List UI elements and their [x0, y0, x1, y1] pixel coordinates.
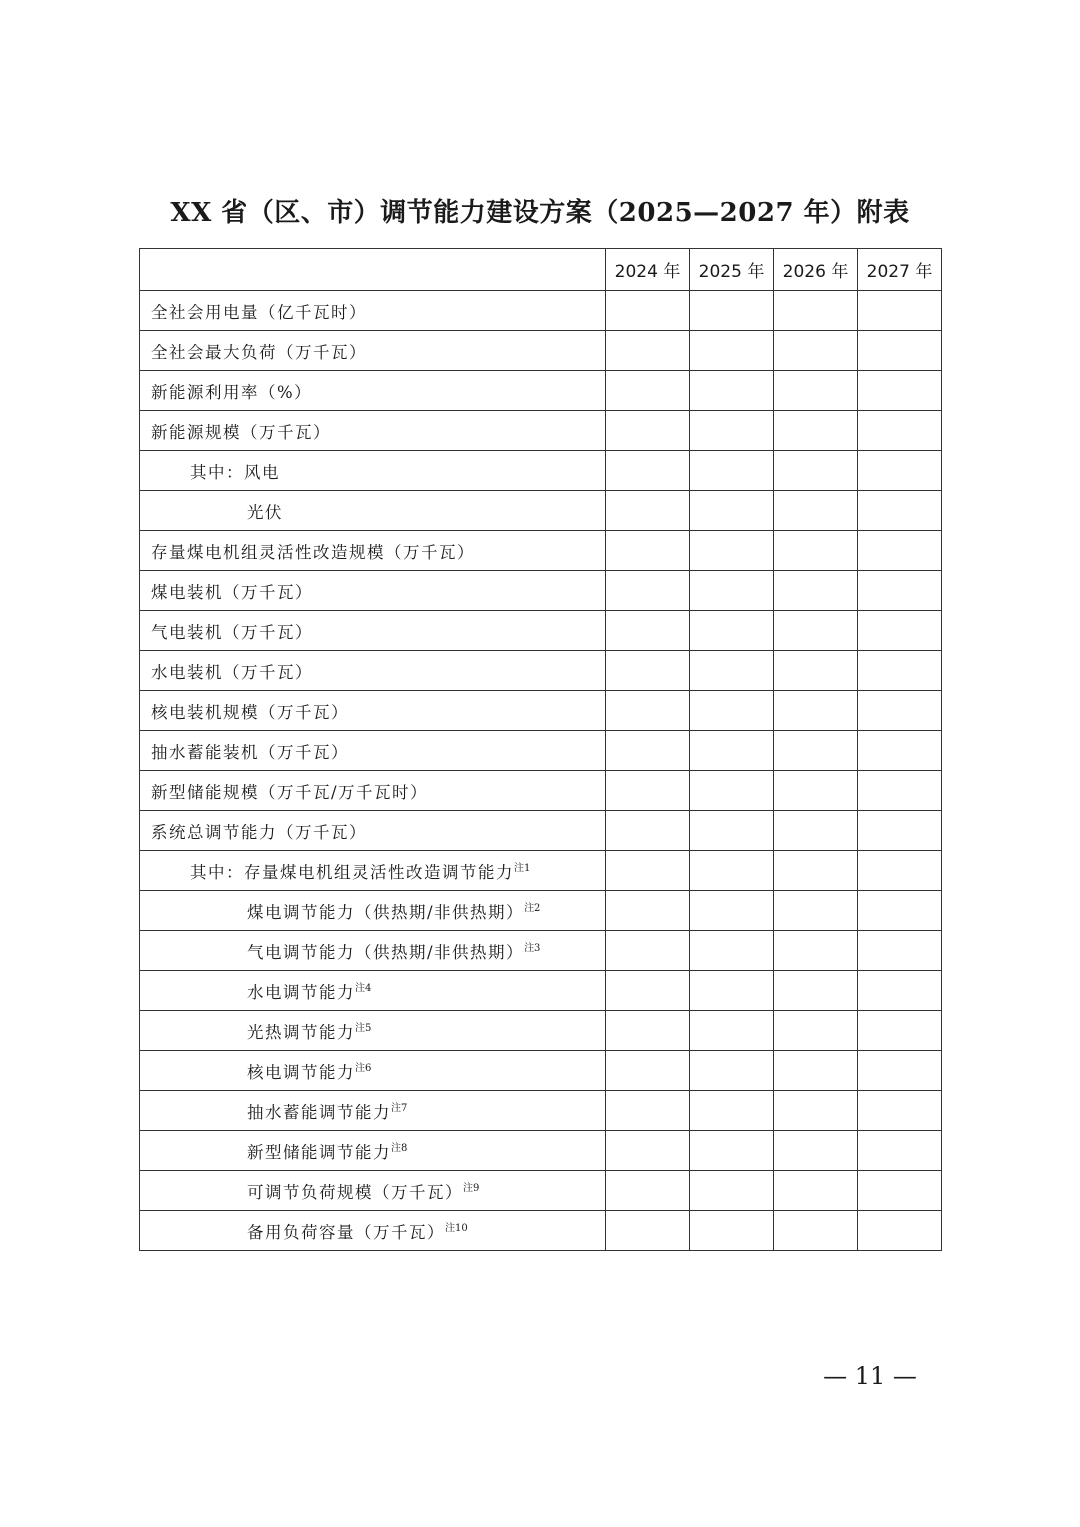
- footnote-marker: 注5: [355, 1022, 372, 1034]
- value-cell: [690, 1211, 774, 1251]
- value-cell: [690, 571, 774, 611]
- value-cell: [774, 971, 858, 1011]
- value-cell: [690, 1091, 774, 1131]
- footnote-marker: 注8: [391, 1142, 408, 1154]
- value-cell: [606, 291, 690, 331]
- value-cell: [858, 1211, 942, 1251]
- table-row: [140, 451, 942, 491]
- table-row: [140, 411, 942, 451]
- value-cell: [774, 851, 858, 891]
- table-row: [140, 611, 942, 651]
- value-cell: [690, 611, 774, 651]
- value-cell: [774, 811, 858, 851]
- row-label-cell: [140, 1011, 606, 1051]
- row-label-cell: [140, 691, 606, 731]
- value-cell: [774, 291, 858, 331]
- value-cell: [858, 531, 942, 571]
- row-label-cell: [140, 651, 606, 691]
- value-cell: [690, 811, 774, 851]
- value-cell: [858, 491, 942, 531]
- value-cell: [774, 1211, 858, 1251]
- row-label: 抽水蓄能装机（万千瓦）: [151, 742, 349, 762]
- value-cell: [774, 1171, 858, 1211]
- value-cell: [774, 451, 858, 491]
- value-cell: [858, 891, 942, 931]
- value-cell: [606, 971, 690, 1011]
- value-cell: [774, 571, 858, 611]
- row-label-cell: [140, 731, 606, 771]
- table-row: [140, 891, 942, 931]
- value-cell: [690, 1171, 774, 1211]
- row-label: 光热调节能力: [247, 1022, 355, 1042]
- value-cell: [690, 651, 774, 691]
- row-label: 全社会用电量（亿千瓦时）: [151, 302, 367, 322]
- table-row: [140, 771, 942, 811]
- value-cell: [690, 411, 774, 451]
- value-cell: [858, 931, 942, 971]
- table-row: [140, 651, 942, 691]
- value-cell: [690, 691, 774, 731]
- row-label: 抽水蓄能调节能力: [247, 1102, 391, 1122]
- value-cell: [774, 651, 858, 691]
- row-label: 气电装机（万千瓦）: [151, 622, 313, 642]
- row-label-cell: [140, 1131, 606, 1171]
- row-label-cell: [140, 1211, 606, 1251]
- row-label-cell: [140, 771, 606, 811]
- footnote-marker: 注9: [463, 1182, 480, 1194]
- row-label: 新型储能调节能力: [247, 1142, 391, 1162]
- footnote-marker: 注6: [355, 1062, 372, 1074]
- row-label: 水电装机（万千瓦）: [151, 662, 313, 682]
- footnote-marker: 注1: [514, 862, 531, 874]
- row-label: 其中：存量煤电机组灵活性改造调节能力: [190, 862, 514, 882]
- value-cell: [606, 411, 690, 451]
- value-cell: [858, 451, 942, 491]
- value-cell: [858, 611, 942, 651]
- row-label: 光伏: [247, 502, 283, 522]
- value-cell: [606, 811, 690, 851]
- value-cell: [690, 451, 774, 491]
- value-cell: [606, 1131, 690, 1171]
- value-cell: [690, 771, 774, 811]
- value-cell: [858, 411, 942, 451]
- value-cell: [690, 491, 774, 531]
- row-label: 气电调节能力（供热期/非供热期）: [247, 942, 525, 962]
- row-label: 可调节负荷规模（万千瓦）: [247, 1182, 463, 1202]
- row-label: 全社会最大负荷（万千瓦）: [151, 342, 367, 362]
- value-cell: [690, 371, 774, 411]
- value-cell: [606, 1211, 690, 1251]
- page-number: — 11 —: [823, 1362, 917, 1390]
- value-cell: [774, 1131, 858, 1171]
- table-row: [140, 371, 942, 411]
- value-cell: [774, 931, 858, 971]
- table-row: [140, 931, 942, 971]
- value-cell: [606, 771, 690, 811]
- row-label-cell: [140, 451, 606, 491]
- table-row: [140, 851, 942, 891]
- value-cell: [606, 891, 690, 931]
- value-cell: [690, 331, 774, 371]
- value-cell: [858, 691, 942, 731]
- value-cell: [858, 1051, 942, 1091]
- row-label-cell: [140, 291, 606, 331]
- value-cell: [774, 1051, 858, 1091]
- footnote-marker: 注7: [391, 1102, 408, 1114]
- table-row: [140, 1131, 942, 1171]
- value-cell: [774, 491, 858, 531]
- table-row: [140, 491, 942, 531]
- table-row: [140, 1011, 942, 1051]
- value-cell: [858, 1171, 942, 1211]
- value-cell: [606, 491, 690, 531]
- value-cell: [774, 771, 858, 811]
- value-cell: [606, 931, 690, 971]
- row-label-cell: [140, 411, 606, 451]
- row-label: 新型储能规模（万千瓦/万千瓦时）: [151, 782, 429, 802]
- row-label-cell: [140, 331, 606, 371]
- value-cell: [774, 891, 858, 931]
- value-cell: [858, 811, 942, 851]
- row-label-cell: [140, 1051, 606, 1091]
- value-cell: [774, 531, 858, 571]
- value-cell: [606, 611, 690, 651]
- row-label-cell: [140, 1171, 606, 1211]
- value-cell: [606, 851, 690, 891]
- header-cell-2024: 2024 年: [606, 249, 690, 291]
- table-row: [140, 331, 942, 371]
- table-row: [140, 731, 942, 771]
- value-cell: [774, 691, 858, 731]
- row-label-cell: [140, 571, 606, 611]
- table-row: [140, 1091, 942, 1131]
- row-label: 核电装机规模（万千瓦）: [151, 702, 349, 722]
- table-header-row: [140, 249, 942, 291]
- footnote-marker: 注10: [445, 1222, 468, 1234]
- value-cell: [774, 611, 858, 651]
- value-cell: [858, 1131, 942, 1171]
- value-cell: [774, 371, 858, 411]
- row-label-cell: [140, 611, 606, 651]
- row-label: 其中：风电: [190, 462, 280, 482]
- value-cell: [690, 1051, 774, 1091]
- value-cell: [690, 1011, 774, 1051]
- footnote-marker: 注4: [355, 982, 372, 994]
- value-cell: [606, 571, 690, 611]
- value-cell: [774, 1011, 858, 1051]
- value-cell: [606, 731, 690, 771]
- table-row: [140, 531, 942, 571]
- row-label-cell: [140, 371, 606, 411]
- value-cell: [690, 531, 774, 571]
- document-title: XX 省（区、市）调节能力建设方案（2025—2027 年）附表: [170, 198, 910, 228]
- row-label: 核电调节能力: [247, 1062, 355, 1082]
- footnote-marker: 注3: [524, 942, 541, 954]
- value-cell: [858, 971, 942, 1011]
- row-label: 存量煤电机组灵活性改造规模（万千瓦）: [151, 542, 475, 562]
- value-cell: [606, 1011, 690, 1051]
- value-cell: [690, 971, 774, 1011]
- value-cell: [606, 1171, 690, 1211]
- value-cell: [774, 1091, 858, 1131]
- value-cell: [858, 1011, 942, 1051]
- value-cell: [606, 691, 690, 731]
- value-cell: [606, 451, 690, 491]
- row-label-cell: [140, 811, 606, 851]
- table-body: [140, 291, 942, 1251]
- table-row: [140, 1211, 942, 1251]
- table-row: [140, 811, 942, 851]
- value-cell: [690, 731, 774, 771]
- value-cell: [606, 651, 690, 691]
- table-row: [140, 691, 942, 731]
- value-cell: [606, 371, 690, 411]
- value-cell: [858, 731, 942, 771]
- row-label-cell: [140, 971, 606, 1011]
- value-cell: [606, 331, 690, 371]
- row-label-cell: [140, 491, 606, 531]
- value-cell: [858, 651, 942, 691]
- value-cell: [774, 411, 858, 451]
- value-cell: [606, 531, 690, 571]
- value-cell: [690, 851, 774, 891]
- row-label: 煤电装机（万千瓦）: [151, 582, 313, 602]
- row-label: 备用负荷容量（万千瓦）: [247, 1222, 445, 1242]
- value-cell: [774, 331, 858, 371]
- table-row: [140, 971, 942, 1011]
- value-cell: [606, 1051, 690, 1091]
- row-label: 系统总调节能力（万千瓦）: [151, 822, 367, 842]
- footnote-marker: 注2: [524, 902, 541, 914]
- value-cell: [858, 1091, 942, 1131]
- header-cell-2027: 2027 年: [858, 249, 942, 291]
- header-cell-2026: 2026 年: [774, 249, 858, 291]
- row-label-cell: [140, 851, 606, 891]
- value-cell: [606, 1091, 690, 1131]
- value-cell: [690, 891, 774, 931]
- value-cell: [690, 1131, 774, 1171]
- annex-table: [139, 248, 942, 1251]
- value-cell: [858, 331, 942, 371]
- row-label-cell: [140, 931, 606, 971]
- value-cell: [690, 931, 774, 971]
- row-label-cell: [140, 891, 606, 931]
- row-label: 新能源利用率（%）: [151, 382, 313, 402]
- header-cell-blank: [140, 249, 606, 291]
- value-cell: [774, 731, 858, 771]
- header-cell-2025: 2025 年: [690, 249, 774, 291]
- value-cell: [858, 771, 942, 811]
- value-cell: [858, 291, 942, 331]
- table-row: [140, 291, 942, 331]
- value-cell: [858, 571, 942, 611]
- table-row: [140, 1171, 942, 1211]
- row-label-cell: [140, 531, 606, 571]
- row-label: 煤电调节能力（供热期/非供热期）: [247, 902, 525, 922]
- row-label-cell: [140, 1091, 606, 1131]
- row-label: 水电调节能力: [247, 982, 355, 1002]
- table-row: [140, 1051, 942, 1091]
- value-cell: [858, 851, 942, 891]
- table-row: [140, 571, 942, 611]
- value-cell: [858, 371, 942, 411]
- row-label: 新能源规模（万千瓦）: [151, 422, 331, 442]
- value-cell: [690, 291, 774, 331]
